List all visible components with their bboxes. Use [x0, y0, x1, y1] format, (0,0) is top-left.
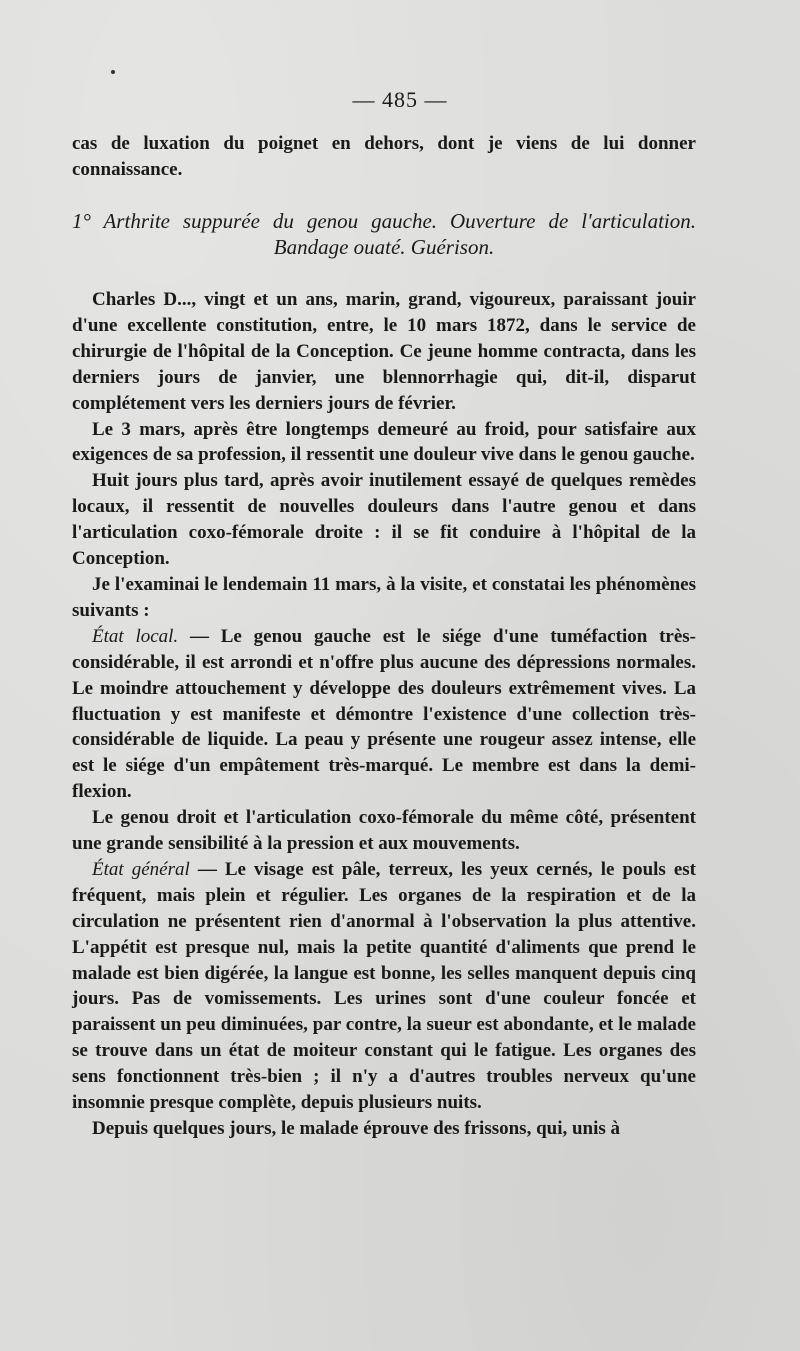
etat-local-heading: État local.: [92, 625, 179, 647]
paragraph-frissons: Depuis quelques jours, le malade éprouve des frissons, qui, unis à: [92, 1118, 621, 1139]
paragraph-etat-general: [72, 857, 696, 1116]
case-body: [72, 287, 696, 1142]
etat-general-text: — Le visage est pâle, terreux, les yeux cernés, le pouls est fréquent, mais plein et régulier. Les organes de la respiration et de la circulation ne présentent rien d'anormal à l'observation la plus attentive. L'appétit est presque nul, mais la petite quantité d'aliments que prend le malade est bien digérée, la langue est bonne, les selles manquent depuis cinq jours. Pas de vomissements. Les urines sont d'une couleur foncée et paraissent un peu diminuées, par contre, la sueur est abondante, et le malade se trouve dans un état de moiteur constant qui le fatigue. Les organes des sens fonctionnent très-bien ; il n'y a d'autres troubles nerveux qu'une insomnie presque complète, depuis plusieurs nuits.: [72, 858, 697, 1114]
continuation-text: cas de luxation du poignet en dehors, dont je viens de lui donner connaissance.: [72, 133, 696, 180]
page-number: — 485 —: [352, 87, 448, 112]
paragraph-eight-days-later: Huit jours plus tard, après avoir inutilement essayé de quelques remèdes locaux, il ressentit de nouvelles douleurs dans l'autre genou et dans l'articulation coxo-fémorale droite : il se fit conduire à l'hôpital de la Conception.: [72, 470, 696, 570]
paragraph-etat-local: [72, 624, 696, 805]
case-heading: 1° Arthrite suppurée du genou gauche. Ouverture de l'articulation. Bandage ouaté. Guérison.: [72, 209, 696, 259]
ink-speck: [111, 70, 115, 74]
paragraph-examination: Je l'examinai le lendemain 11 mars, à la visite, et constatai les phénomènes suivants :: [72, 573, 696, 621]
paragraph-march-3: Le 3 mars, après être longtemps demeuré au froid, pour satisfaire aux exigences de sa profession, il ressentit une douleur vive dans le genou gauche.: [72, 418, 696, 466]
etat-local-text: — Le genou gauche est le siége d'une tuméfaction très-considérable, il est arrondi et n'offre plus aucune des dépressions normales. Le moindre attouchement y développe des douleurs extrêmement vives. La fluctuation y est manifeste et démontre l'existence d'une collection très-considérable de liquide. La peau y présente une rougeur assez intense, elle est le siége d'un empâtement très-marqué. Le membre est dans la demi-flexion.: [72, 625, 696, 803]
paragraph-patient-intro: Charles D..., vingt et un ans, marin, grand, vigoureux, paraissant jouir d'une excellente constitution, entre, le 10 mars 1872, dans le service de chirurgie de l'hôpital de la Conception. Ce jeune homme contracta, dans les derniers jours de janvier, une blennorrhagie qui, dit-il, disparut complétement vers les derniers jours de février.: [72, 289, 696, 414]
etat-general-heading: État général: [92, 858, 190, 880]
paragraph-genou-droit: Le genou droit et l'articulation coxo-fémorale du même côté, présentent une grande sensibilité à la pression et aux mouvements.: [72, 807, 696, 855]
